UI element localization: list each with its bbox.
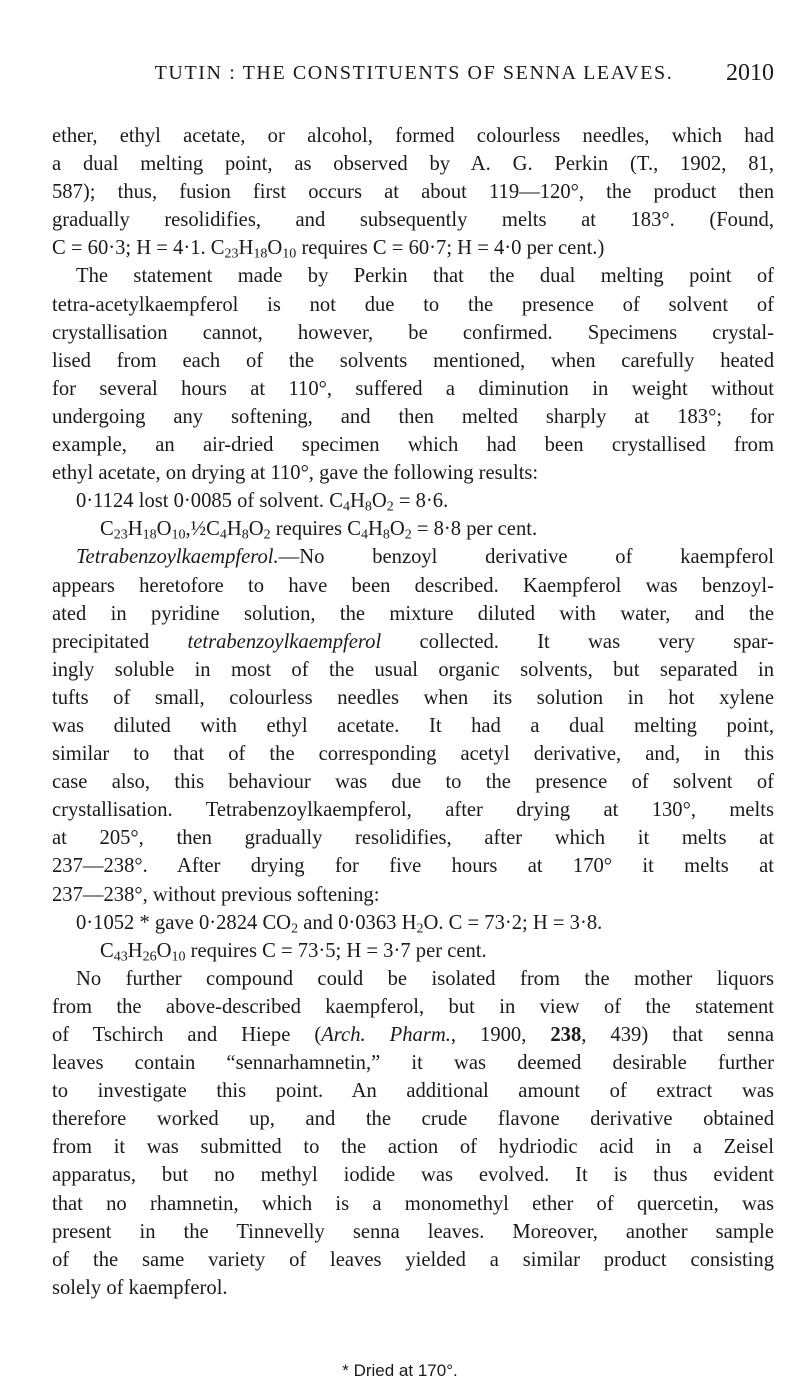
journal-name: Arch. Pharm. [321, 1024, 451, 1046]
text-line: was diluted with ethyl acetate. It had a dual melting point, [52, 714, 774, 737]
section-heading-line: Tetrabenzoylkaempferol.—No benzoyl derivative of kaempferol [76, 546, 774, 569]
text-line: ingly soluble in most of the usual organic solvents, but separated in [52, 658, 774, 681]
running-head: TUTIN : THE CONSTITUENTS OF SENNA LEAVES. [154, 62, 674, 84]
text-line: at 205°, then gradually resolidifies, after which it melts at [52, 827, 774, 850]
text-line: solely of kaempferol. [52, 1276, 228, 1299]
footnote: * Dried at 170°. [342, 1361, 458, 1380]
volume-number: 238 [550, 1024, 582, 1046]
page-number: 2010 [726, 60, 774, 86]
body-text [52, 122, 774, 1302]
text-line: crystallisation cannot, however, be confirmed. Specimens crystal- [52, 321, 774, 344]
analysis-line: 0·1124 lost 0·0085 of solvent. $C_4H_8O_2 = 8\cdot 6$. [76, 490, 449, 515]
text-line: No further compound could be isolated from the mother liquors [76, 967, 774, 990]
text-line: crystallisation. Tetrabenzoylkaempferol, after drying at 130°, melts [52, 799, 774, 822]
text-line: ethyl acetate, on drying at 110°, gave the following results: [52, 462, 539, 485]
text-line: undergoing any softening, and then melted sharply at 183°; for [52, 405, 774, 428]
text-line: leaves contain “sennarhamnetin,” it was deemed desirable further [52, 1052, 774, 1075]
text-line: example, an air-dried specimen which had been crystallised from [52, 434, 774, 457]
text-line: from the above-described kaempferol, but in view of the statement [52, 995, 774, 1018]
analysis-line: $C_{43}H_{26}O_{10}$ requires C = 73·5; H = 3·7 per cent. [100, 939, 487, 965]
text-line: present in the Tinnevelly senna leaves. Moreover, another sample [52, 1220, 774, 1243]
text-line: lised from each of the solvents mentioned, when carefully heated [52, 349, 774, 372]
text-line-citation: of Tschirch and Hiepe (Arch. Pharm., 1900, 238, 439) that senna [52, 1024, 774, 1046]
text-line: from it was submitted to the action of hydriodic acid in a Zeisel [52, 1136, 774, 1159]
text-line: The statement made by Perkin that the dual melting point of [76, 265, 774, 288]
text-line: precipitated tetrabenzoylkaempferol collected. It was very spar- [52, 630, 774, 653]
text-line: ether, ethyl acetate, or alcohol, formed colourless needles, which had [52, 125, 774, 147]
text-line: tufts of small, colourless needles when its solution in hot xylene [52, 686, 774, 709]
analysis-line: $C_{23}H_{18}O_{10},\frac{1}{2}C_4H_8O_2$ requires $C_4H_8O_2 = 8\cdot 8$ per cent. [100, 518, 538, 543]
analysis-line: 0·1052 * gave 0·2824 $CO_2$ and 0·0363 $H_2O$. C = 73·2; H = 3·8. [76, 911, 603, 937]
text-line: to investigate this point. An additional amount of extract was [52, 1080, 774, 1103]
text-line: case also, this behaviour was due to the presence of solvent of [52, 771, 774, 794]
text-line: for several hours at 110°, suffered a diminution in weight without [52, 377, 774, 400]
page-header [54, 60, 774, 90]
text-line: ated in pyridine solution, the mixture diluted with water, and the [52, 602, 774, 625]
text-line: 587); thus, fusion first occurs at about 119—120°, the product then [52, 181, 774, 204]
text-line: 237—238°. After drying for five hours at 170° it melts at [52, 855, 774, 878]
text-line: appears heretofore to have been described. Kaempferol was benzoyl- [52, 574, 774, 597]
text-line: tetra-acetylkaempferol is not due to the presence of solvent of [52, 293, 774, 316]
section-heading: Tetrabenzoylkaempferol. [76, 546, 279, 569]
text-line: apparatus, but no methyl iodide was evolved. It is thus evident [52, 1164, 774, 1187]
text-line: gradually resolidifies, and subsequently melts at 183°. (Found, [52, 209, 774, 232]
text-line: 237—238°, without previous softening: [52, 883, 380, 906]
text-line-formula: C = 60·3; H = 4·1. $C_{23}H_{18}O_{10}$ requires C = 60·7; H = 4·0 per cent.) [52, 237, 605, 262]
text-line: of the same variety of leaves yielded a similar product consisting [52, 1248, 774, 1271]
text-line: therefore worked up, and the crude flavone derivative obtained [52, 1108, 774, 1131]
text-line: that no rhamnetin, which is a monomethyl ether of quercetin, was [52, 1192, 774, 1215]
text-line: similar to that of the corresponding acetyl derivative, and, in this [52, 743, 774, 766]
text-line: a dual melting point, as observed by A. G. Perkin (T., 1902, 81, [52, 153, 774, 176]
